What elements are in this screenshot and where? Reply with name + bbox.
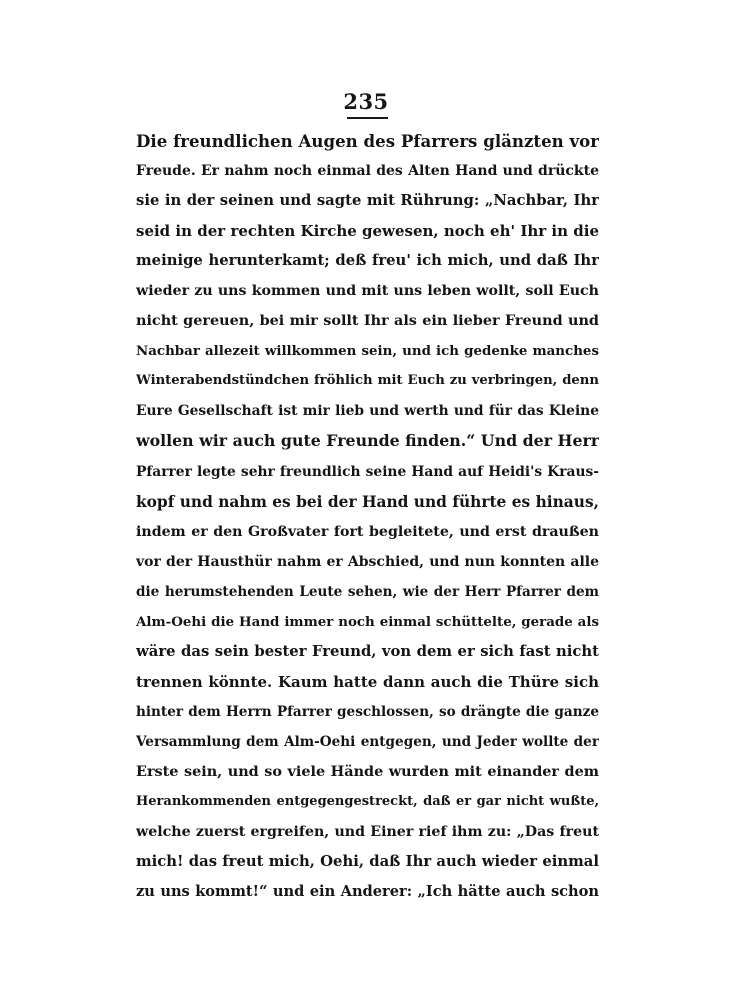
text-line: mich! das freut mich, Oehi, daß Ihr auch wieder einmal (136, 853, 599, 871)
text-line: Nachbar allezeit willkommen sein, und ich gedenke manches (136, 343, 599, 360)
page-number: 235 (343, 89, 389, 114)
text-line: wäre das sein bester Freund, von dem er sich fast nicht (136, 642, 599, 660)
text-line: Eure Gesellschaft ist mir lieb und werth und für das Kleine (136, 403, 599, 420)
text-line: Erste sein, und so viele Hände wurden mit einander dem (136, 762, 599, 780)
text-line: vor der Hausthür nahm er Abschied, und nun konnten alle (136, 553, 599, 570)
text-line: Die freundlichen Augen des Pfarrers glänzten vor (136, 131, 599, 151)
text-line: welche zuerst ergreifen, und Einer rief ihm zu: „Das freut (136, 824, 599, 841)
text-line: die herumstehenden Leute sehen, wie der Herr Pfarrer dem (136, 583, 599, 600)
text-line: Alm-Oehi die Hand immer noch einmal schüttelte, gerade als (136, 613, 599, 630)
text-line: sie in der seinen und sagte mit Rührung: „Nachbar, Ihr (136, 192, 599, 210)
text-line: Versammlung dem Alm-Oehi entgegen, und Jeder wollte der (136, 733, 599, 750)
text-line: seid in der rechten Kirche gewesen, noch eh' Ihr in die (136, 222, 599, 241)
text-line: wieder zu uns kommen und mit uns leben wollt, soll Euch (136, 283, 599, 300)
text-line: zu uns kommt!“ und ein Anderer: „Ich hätte auch schon (136, 883, 599, 901)
text-line: indem er den Großvater fort begleitete, und erst draußen (136, 523, 599, 540)
text-line: Pfarrer legte sehr freundlich seine Hand auf Heidi's Kraus- (136, 463, 599, 480)
text-line: wollen wir auch gute Freunde finden.“ Und der Herr (136, 431, 599, 451)
text-line: kopf und nahm es bei der Hand und führte es hinaus, (136, 492, 599, 511)
body-text (136, 126, 599, 907)
text-line: hinter dem Herrn Pfarrer geschlossen, so drängte die ganze (136, 703, 599, 720)
page-number-underline (347, 117, 388, 119)
text-line: nicht gereuen, bei mir sollt Ihr als ein lieber Freund und (136, 312, 599, 330)
text-line: Freude. Er nahm noch einmal des Alten Hand und drückte (136, 163, 599, 180)
text-line: meinige herunterkamt; deß freu' ich mich, und daß Ihr (136, 252, 599, 270)
text-line: trennen könnte. Kaum hatte dann auch die Thüre sich (136, 672, 599, 691)
text-line: Herankommenden entgegengestreckt, daß er gar nicht wußte, (136, 794, 599, 810)
text-line: Winterabendstündchen fröhlich mit Euch zu verbringen, denn (136, 373, 599, 389)
